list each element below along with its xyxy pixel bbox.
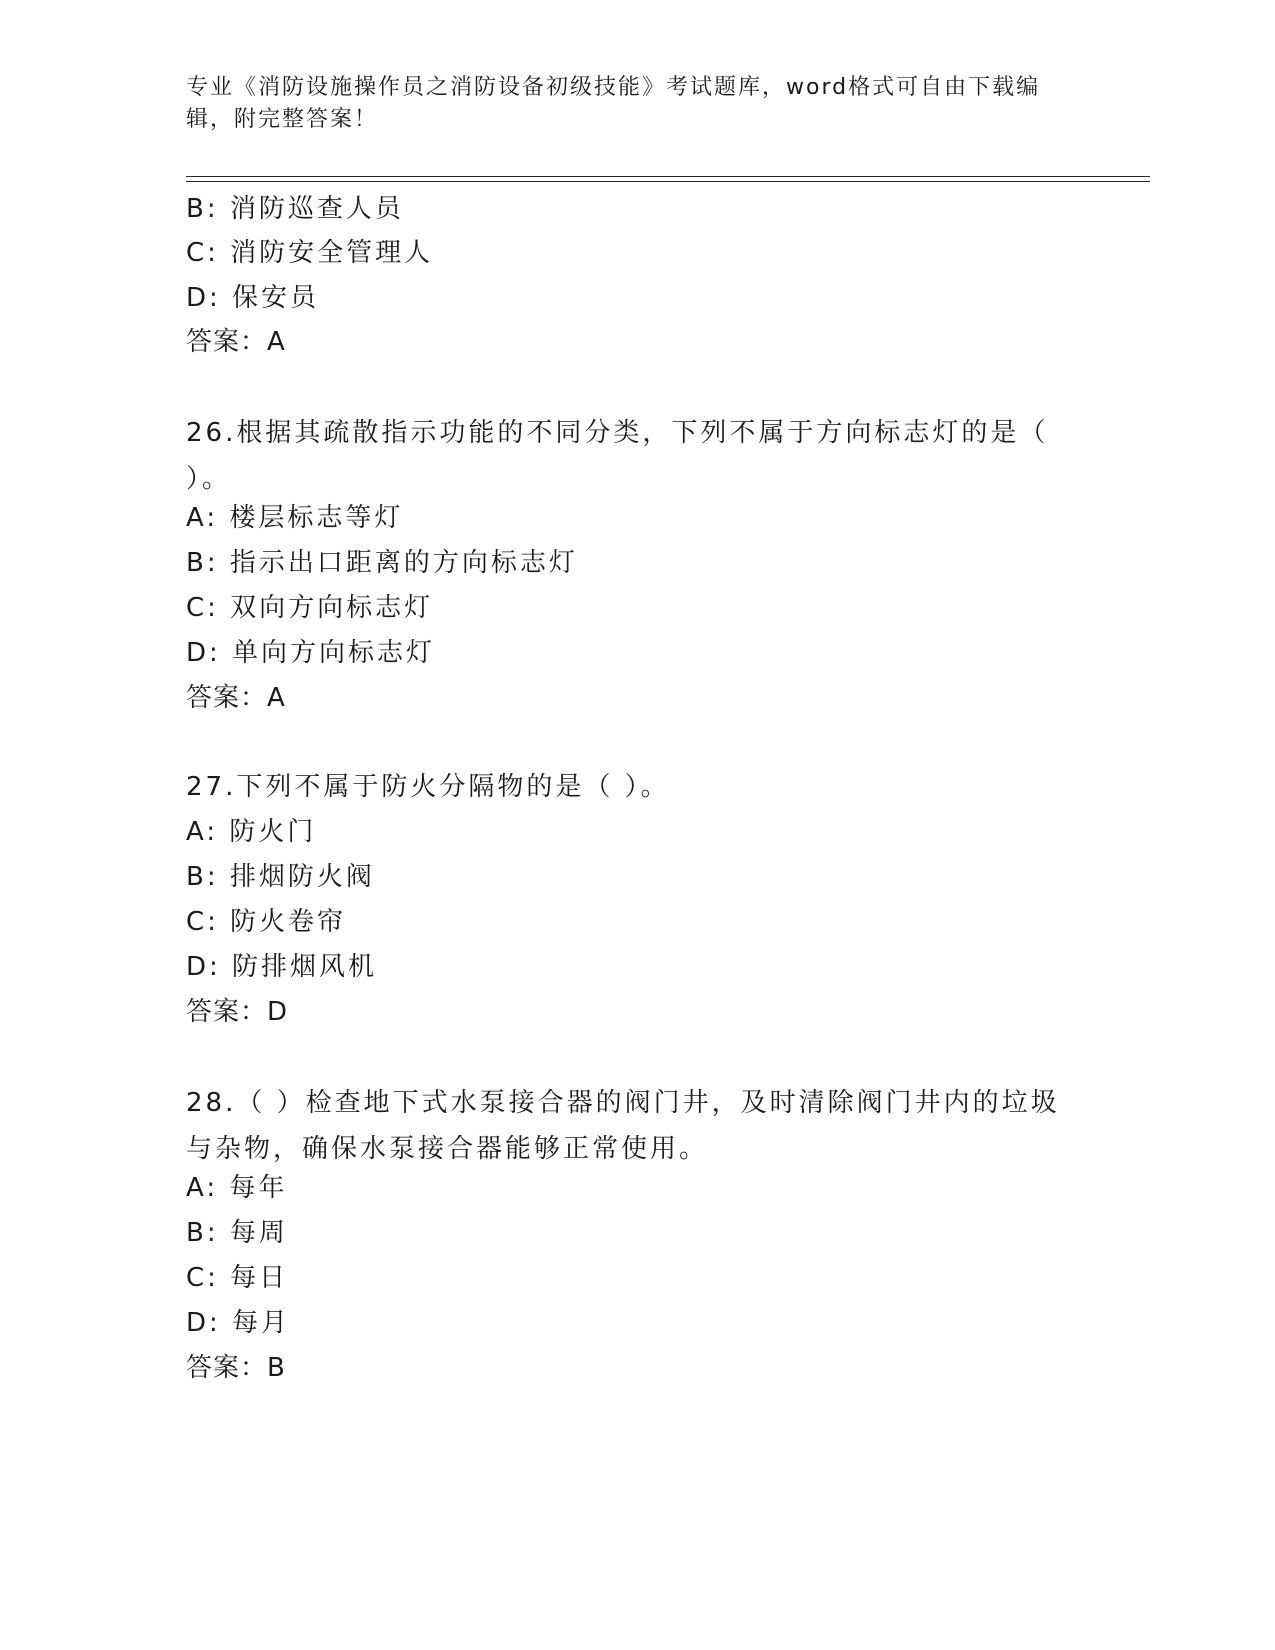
q27-option-d: D: 防排烟风机 [186,952,378,982]
q25-option-d: D: 保安员 [186,283,320,313]
q27-question: 27.下列不属于防火分隔物的是（ ）。 [186,772,670,802]
q28-option-c: C: 每日 [186,1263,289,1293]
q26-option-b: B: 指示出口距离的方向标志灯 [186,548,578,578]
q26-option-d: D: 单向方向标志灯 [186,638,436,668]
q28-question: 28.（ ）检查地下式水泵接合器的阀门井，及时清除阀门井内的垃圾与杂物，确保水泵接合器能够正常使用。 [186,1088,1060,1164]
q27-option-c: C: 防火卷帘 [186,907,347,937]
q27-option-b: B: 排烟防火阀 [186,862,375,892]
q25-option-b: B: 消防巡查人员 [186,194,404,224]
q28-option-a: A: 每年 [186,1173,288,1203]
q27-answer: 答案：D [186,997,289,1027]
q26-answer: 答案：A [186,683,286,713]
header-divider-top [186,176,1150,177]
q28-option-b: B: 每周 [186,1218,288,1248]
q28-answer: 答案：B [186,1353,286,1383]
q25-option-c: C: 消防安全管理人 [186,238,434,268]
q28-option-d: D: 每月 [186,1308,291,1338]
q25-answer: 答案：A [186,327,286,357]
q26-option-a: A: 楼层标志等灯 [186,503,404,533]
q27-option-a: A: 防火门 [186,817,317,847]
document-header: 专业《消防设施操作员之消防设备初级技能》考试题库，word格式可自由下载编辑，附完整答案！ [186,75,1041,132]
header-divider-bottom [186,181,1150,182]
q26-question: 26.根据其疏散指示功能的不同分类，下列不属于方向标志灯的是（ ）。 [186,418,1049,494]
q26-option-c: C: 双向方向标志灯 [186,593,434,623]
